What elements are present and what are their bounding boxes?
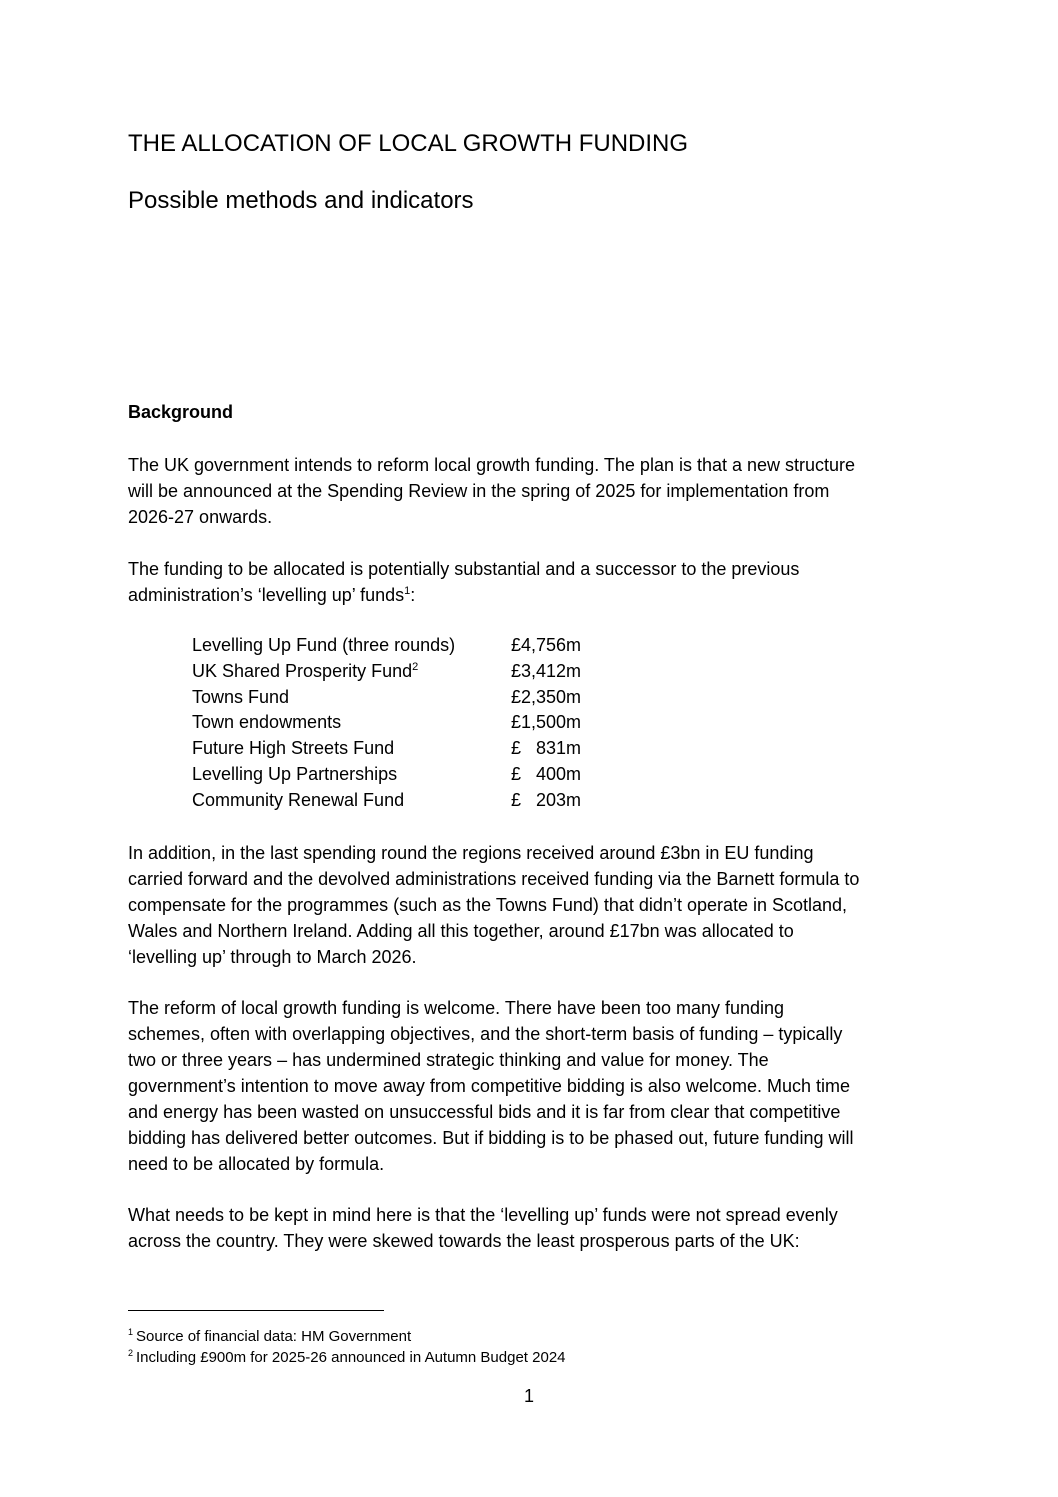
- fund-amount: £3,412m: [511, 660, 582, 681]
- paragraph-line: across the country. They were skewed towards the least prosperous parts of the UK:: [128, 1231, 800, 1251]
- fund-amount: £1,500m: [511, 712, 582, 733]
- footnote-ref-2[interactable]: 2: [412, 660, 419, 673]
- fund-name: [192, 736, 511, 762]
- paragraph-line: ‘levelling up’ through to March 2026.: [128, 947, 417, 967]
- footnote-ref-1[interactable]: 1: [404, 585, 411, 597]
- footnote-separator: [128, 1310, 384, 1311]
- paragraph-line: 2026-27 onwards.: [128, 507, 273, 527]
- paragraph-line: The reform of local growth funding is welcome. There have been too many funding: [128, 998, 785, 1018]
- paragraph-intro: [128, 452, 938, 530]
- paragraph-line: government’s intention to move away from competitive bidding is also welcome. Much time: [128, 1076, 850, 1096]
- table-row: [192, 736, 581, 762]
- paragraph-line: schemes, often with overlapping objectives, and the short-term basis of funding – typically: [128, 1024, 843, 1044]
- document-subtitle: Possible methods and indicators: [128, 187, 474, 214]
- paragraph-line-end: :: [410, 585, 416, 605]
- fund-name: [192, 762, 511, 788]
- table-row: [192, 685, 581, 711]
- paragraph-distribution: [128, 1202, 938, 1254]
- footnote-text: Source of financial data: HM Government: [136, 1328, 412, 1345]
- fund-amount: £4,756m: [511, 635, 582, 655]
- fund-name-text: Towns Fund: [192, 686, 290, 707]
- footnote-2: [128, 1348, 566, 1368]
- fund-amount: £ 400m: [511, 763, 582, 784]
- paragraph-line: carried forward and the devolved administrations received funding via the Barnett formula to: [128, 869, 860, 889]
- paragraph-line: The funding to be allocated is potentially substantial and a successor to the previous: [128, 559, 800, 579]
- fund-name-text: Future High Streets Fund: [192, 738, 395, 759]
- table-row: [192, 762, 581, 788]
- paragraph-line: two or three years – has undermined strategic thinking and value for money. The: [128, 1050, 769, 1070]
- fund-name-text: Community Renewal Fund: [192, 789, 405, 810]
- paragraph-line: need to be allocated by formula.: [128, 1154, 385, 1174]
- fund-name-text: Levelling Up Fund (three rounds): [192, 635, 456, 655]
- paragraph-funding: [128, 556, 938, 608]
- paragraph-reform: [128, 995, 938, 1177]
- paragraph-line: will be announced at the Spending Review in the spring of 2025 for implementation from: [128, 481, 830, 501]
- fund-amount: £ 203m: [511, 789, 582, 810]
- document-title: THE ALLOCATION OF LOCAL GROWTH FUNDING: [128, 130, 689, 157]
- fund-name: [192, 710, 511, 736]
- paragraph-line-text: administration’s ‘levelling up’ funds: [128, 585, 405, 605]
- funds-table: [192, 633, 581, 814]
- table-row: [192, 710, 581, 736]
- fund-name-text: Levelling Up Partnerships: [192, 763, 398, 784]
- footnote-mark: 2: [128, 1348, 134, 1358]
- paragraph-line: In addition, in the last spending round the regions received around £3bn in EU funding: [128, 843, 814, 863]
- fund-amount: £2,350m: [511, 686, 582, 707]
- fund-name: [192, 633, 511, 659]
- paragraph-line: The UK government intends to reform local growth funding. The plan is that a new structure: [128, 455, 856, 475]
- paragraph-line: [128, 582, 938, 608]
- fund-name: [192, 685, 511, 711]
- footnote-mark: 1: [128, 1327, 134, 1337]
- fund-name-text: UK Shared Prosperity Fund: [192, 660, 413, 681]
- paragraph-additional-funding: [128, 840, 938, 970]
- page-number: 1: [524, 1386, 535, 1406]
- table-row: [192, 633, 581, 659]
- fund-name: [192, 788, 511, 814]
- paragraph-line: Wales and Northern Ireland. Adding all this together, around £17bn was allocated to: [128, 921, 794, 941]
- table-row: [192, 659, 581, 685]
- footnote-1: [128, 1327, 411, 1347]
- paragraph-line: What needs to be kept in mind here is that the ‘levelling up’ funds were not spread evenly: [128, 1205, 838, 1225]
- fund-name-text: Town endowments: [192, 712, 342, 733]
- paragraph-line: compensate for the programmes (such as the Towns Fund) that didn’t operate in Scotland,: [128, 895, 848, 915]
- paragraph-line: bidding has delivered better outcomes. But if bidding is to be phased out, future funding will: [128, 1128, 854, 1148]
- section-heading-background: Background: [128, 402, 234, 422]
- table-row: [192, 788, 581, 814]
- footnote-text: Including £900m for 2025-26 announced in Autumn Budget 2024: [136, 1349, 566, 1366]
- fund-name: [192, 659, 511, 685]
- paragraph-line: and energy has been wasted on unsuccessful bids and it is far from clear that competitive: [128, 1102, 841, 1122]
- fund-amount: £ 831m: [511, 738, 582, 759]
